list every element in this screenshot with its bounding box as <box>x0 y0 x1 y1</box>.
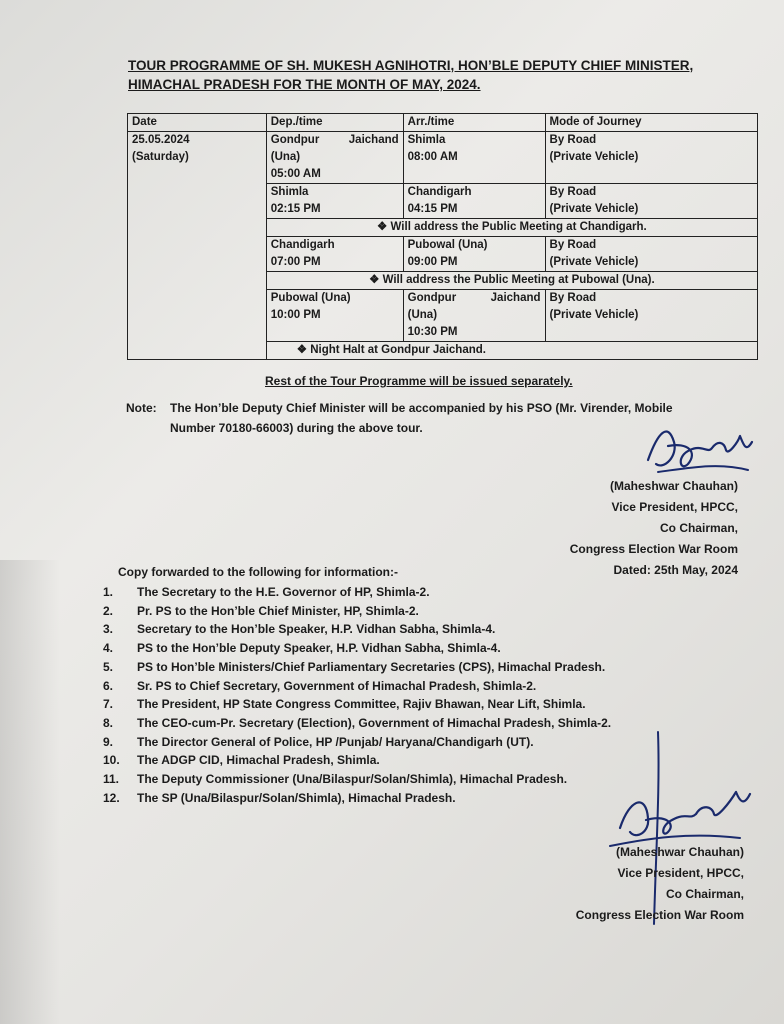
signature-mark-icon <box>628 412 778 482</box>
note-chandigarh: ❖ Will address the Public Meeting at Chandigarh. <box>266 219 757 237</box>
list-item: 4. PS to the Hon’ble Deputy Speaker, H.P. Vidhan Sabha, Shimla-4. <box>103 641 501 656</box>
list-item: 2. Pr. PS to the Hon’ble Chief Minister, HP, Shimla-2. <box>103 603 419 618</box>
header-date: Date <box>128 114 267 132</box>
list-item: 5. PS to Hon’ble Ministers/Chief Parliamentary Secretaries (CPS), Himachal Pradesh. <box>103 659 606 674</box>
mode-cell: By Road (Private Vehicle) <box>545 237 757 272</box>
page-shadow <box>0 560 60 1024</box>
list-item: 10. The ADGP CID, Himachal Pradesh, Shimla. <box>103 753 380 768</box>
list-item: 9. The Director General of Police, HP /Punjab/ Haryana/Chandigarh (UT). <box>103 734 534 749</box>
list-item: 11. The Deputy Commissioner (Una/Bilaspur/Solan/Shimla), Himachal Pradesh. <box>103 772 568 787</box>
dep-cell: Pubowal (Una) 10:00 PM <box>266 290 403 342</box>
header-mode: Mode of Journey <box>545 114 757 132</box>
list-item: 12. The SP (Una/Bilaspur/Solan/Shimla), Himachal Pradesh. <box>103 790 456 805</box>
rest-of-programme-note: Rest of the Tour Programme will be issued separately. <box>265 374 573 388</box>
dep-cell: Shimla 02:15 PM <box>266 184 403 219</box>
arr-cell: Chandigarh 04:15 PM <box>403 184 545 219</box>
copy-heading: Copy forwarded to the following for information:- <box>118 565 398 579</box>
note-night-halt: ❖ Night Halt at Gondpur Jaichand. <box>266 342 757 360</box>
arr-cell: Pubowal (Una) 09:00 PM <box>403 237 545 272</box>
table-row <box>128 132 758 184</box>
pso-note: Note: The Hon’ble Deputy Chief Minister will be accompanied by his PSO (Mr. Virender, Mobile Number 70180-66003) during the above tour. <box>126 398 756 438</box>
header-dep: Dep./time <box>266 114 403 132</box>
mode-cell: By Road (Private Vehicle) <box>545 132 757 184</box>
mode-cell: By Road (Private Vehicle) <box>545 184 757 219</box>
list-item: 7. The President, HP State Congress Committee, Rajiv Bhawan, Near Lift, Shimla. <box>103 697 586 712</box>
dep-cell: Gondpur Jaichand (Una) 05:00 AM <box>266 132 403 184</box>
list-item: 3. Secretary to the Hon’ble Speaker, H.P. Vidhan Sabha, Shimla-4. <box>103 622 496 637</box>
dep-cell: Chandigarh 07:00 PM <box>266 237 403 272</box>
note-label: Note: <box>126 401 157 415</box>
mode-cell: By Road (Private Vehicle) <box>545 290 757 342</box>
note-pubowal: ❖ Will address the Public Meeting at Pubowal (Una). <box>266 272 757 290</box>
list-item: 1. The Secretary to the H.E. Governor of HP, Shimla-2. <box>103 585 430 599</box>
table-header-row <box>128 114 758 132</box>
signature-block-2: (Maheshwar Chauhan) Vice President, HPCC, Co Chairman, Congress Election War Room <box>575 845 744 922</box>
page-title: TOUR PROGRAMME OF SH. MUKESH AGNIHOTRI, HON’BLE DEPUTY CHIEF MINISTER, HIMACHAL PRADESH FOR THE MONTH OF MAY, 2024. <box>128 58 694 92</box>
signature-block: (Maheshwar Chauhan) Vice President, HPCC, Co Chairman, Congress Election War Room Dated: 25th May, 2024 <box>569 479 738 577</box>
header-arr: Arr./time <box>403 114 545 132</box>
date-cell: 25.05.2024 (Saturday) <box>128 132 267 360</box>
list-item: 6. Sr. PS to Chief Secretary, Government of Himachal Pradesh, Shimla-2. <box>103 678 537 693</box>
list-item: 8. The CEO-cum-Pr. Secretary (Election), Government of Himachal Pradesh, Shimla-2. <box>103 715 612 730</box>
tour-table <box>127 113 758 360</box>
arr-cell: Shimla 08:00 AM <box>403 132 545 184</box>
arr-cell: Gondpur Jaichand (Una) 10:30 PM <box>403 290 545 342</box>
